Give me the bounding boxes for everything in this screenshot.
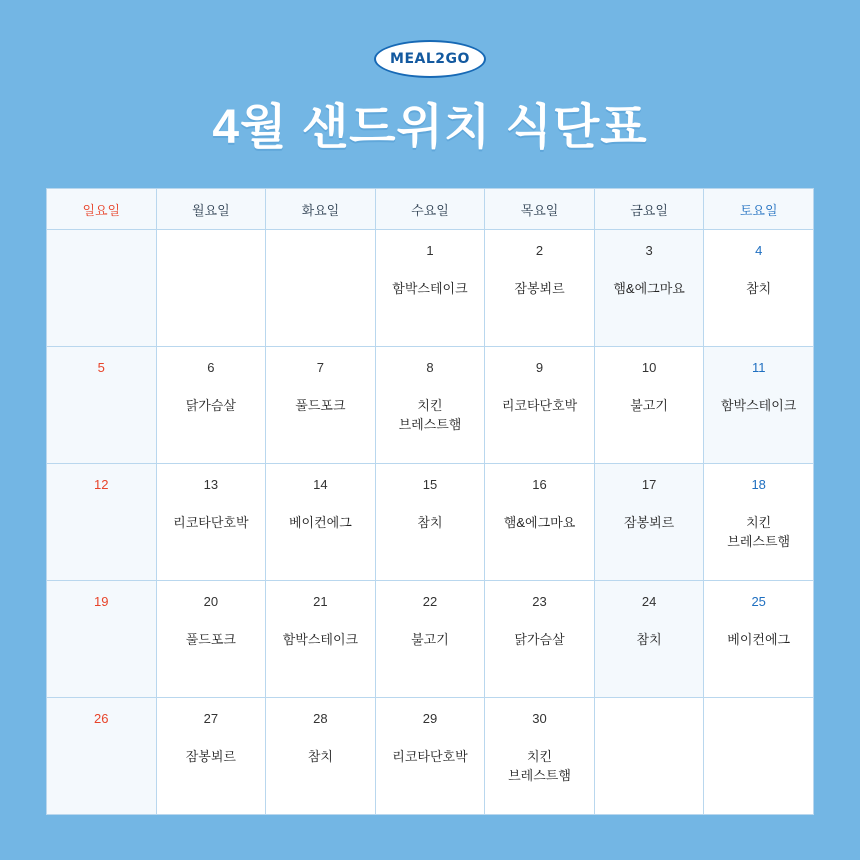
day-number: 17 <box>641 477 657 492</box>
day-cell-content <box>704 347 813 463</box>
day-cell-content <box>47 698 156 814</box>
menu-item <box>626 397 672 416</box>
menu-line-1: 참치 <box>417 515 443 531</box>
calendar-day-cell[interactable] <box>704 698 814 815</box>
menu-item <box>633 631 666 650</box>
menu-line-1: 참치 <box>746 281 772 297</box>
day-cell-content <box>595 581 704 697</box>
day-number: 12 <box>94 477 109 492</box>
menu-item <box>620 514 678 533</box>
menu-item <box>304 748 337 767</box>
calendar-week-row <box>47 347 814 464</box>
menu-item <box>182 397 240 416</box>
calendar-day-cell[interactable] <box>704 464 814 581</box>
day-number: 19 <box>94 594 109 609</box>
menu-line-1: 함박스테이크 <box>392 281 468 297</box>
day-number: 1 <box>426 243 434 258</box>
day-cell-content <box>47 230 156 346</box>
menu-item <box>504 748 575 786</box>
calendar-day-cell[interactable] <box>266 581 376 698</box>
menu-item <box>407 631 453 650</box>
calendar-week-row <box>47 464 814 581</box>
menu-item <box>510 631 568 650</box>
day-number: 14 <box>313 477 328 492</box>
menu-line-1: 치킨 <box>746 515 772 531</box>
calendar-day-cell[interactable] <box>375 581 485 698</box>
menu-line-1: 닭가슴살 <box>514 632 565 648</box>
menu-item <box>169 514 252 533</box>
day-number: 16 <box>532 477 547 492</box>
calendar-day-cell[interactable] <box>266 347 376 464</box>
menu-line-1: 잠봉뵈르 <box>623 515 675 531</box>
day-cell-content <box>376 464 485 580</box>
calendar-week-row <box>47 581 814 698</box>
calendar-day-cell[interactable] <box>266 230 376 347</box>
calendar-day-cell[interactable] <box>594 464 704 581</box>
menu-line-1: 잠봉뵈르 <box>185 749 236 765</box>
day-number: 22 <box>422 594 438 609</box>
day-cell-content <box>376 230 485 346</box>
weekday-header-sun: 일요일 <box>47 189 157 230</box>
day-cell-content <box>157 230 266 346</box>
day-cell-content <box>485 347 594 463</box>
day-cell-content <box>485 698 594 814</box>
menu-line-1: 리코타단호박 <box>173 515 249 531</box>
calendar-day-cell[interactable] <box>704 581 814 698</box>
day-number: 6 <box>207 360 215 375</box>
day-cell-content <box>266 347 375 463</box>
menu-line-2: 브레스트햄 <box>398 417 462 433</box>
calendar-day-cell[interactable] <box>704 230 814 347</box>
menu-line-1: 참치 <box>636 632 662 648</box>
day-cell-content <box>704 698 813 814</box>
menu-item <box>413 514 446 533</box>
menu-line-1: 불고기 <box>411 632 449 648</box>
calendar-day-cell[interactable] <box>47 464 157 581</box>
calendar-day-cell[interactable] <box>375 698 485 815</box>
calendar-day-cell[interactable] <box>375 347 485 464</box>
menu-line-1: 베이컨에그 <box>727 632 791 648</box>
day-cell-content <box>376 347 485 463</box>
weekday-header-wed: 수요일 <box>375 189 485 230</box>
menu-item <box>388 280 471 299</box>
menu-item <box>182 631 240 650</box>
day-cell-content <box>266 464 375 580</box>
day-cell-content <box>595 464 704 580</box>
day-number: 4 <box>755 243 763 258</box>
day-number: 26 <box>94 711 109 726</box>
calendar-day-cell[interactable] <box>47 581 157 698</box>
day-cell-content <box>485 464 594 580</box>
calendar-week-row <box>47 698 814 815</box>
calendar-week-row <box>47 230 814 347</box>
calendar-day-cell[interactable] <box>485 347 595 464</box>
menu-line-1: 치킨 <box>417 398 443 414</box>
day-number: 11 <box>751 360 766 375</box>
day-cell-content <box>595 698 704 814</box>
logo-oval-badge-icon <box>374 40 486 78</box>
day-number: 10 <box>641 360 657 375</box>
day-number: 25 <box>751 594 766 609</box>
calendar-day-cell[interactable] <box>594 347 704 464</box>
menu-item <box>500 514 579 533</box>
menu-line-1: 함박스테이크 <box>721 398 797 414</box>
weekday-header-tue: 화요일 <box>266 189 376 230</box>
menu-item <box>279 631 362 650</box>
day-cell-content <box>157 581 266 697</box>
day-cell-content <box>704 581 813 697</box>
calendar-day-cell[interactable] <box>594 698 704 815</box>
day-cell-content <box>47 464 156 580</box>
menu-item <box>723 631 794 650</box>
menu-line-1: 햄&에그마요 <box>503 515 576 531</box>
day-cell-content <box>595 347 704 463</box>
menu-item <box>182 748 240 767</box>
day-cell-content <box>47 581 156 697</box>
calendar-day-cell[interactable] <box>156 698 266 815</box>
weekday-header-thu: 목요일 <box>485 189 595 230</box>
calendar-day-cell[interactable] <box>375 230 485 347</box>
calendar-day-cell[interactable] <box>266 464 376 581</box>
calendar-day-cell[interactable] <box>485 581 595 698</box>
day-number: 7 <box>316 360 325 375</box>
day-number: 3 <box>645 243 653 258</box>
menu-line-1: 닭가슴살 <box>185 398 236 414</box>
day-cell-content <box>266 698 375 814</box>
calendar-day-cell[interactable] <box>375 464 485 581</box>
calendar-day-cell[interactable] <box>47 347 157 464</box>
menu-item <box>498 397 581 416</box>
weekday-header-fri: 금요일 <box>594 189 704 230</box>
brand-logo <box>374 40 486 78</box>
calendar-day-cell[interactable] <box>485 230 595 347</box>
menu-item <box>285 514 356 533</box>
menu-line-1: 베이컨에그 <box>289 515 352 531</box>
menu-line-2: 브레스트햄 <box>508 768 571 784</box>
day-number: 28 <box>313 711 328 726</box>
calendar-day-cell[interactable] <box>156 464 266 581</box>
day-number: 8 <box>426 360 434 375</box>
logo-text: MEAL2GO <box>390 51 470 67</box>
menu-line-1: 풀드포크 <box>295 398 346 414</box>
weekday-header-mon: 월요일 <box>156 189 266 230</box>
calendar-day-cell[interactable] <box>704 347 814 464</box>
menu-line-1: 리코타단호박 <box>392 749 468 765</box>
menu-line-1: 햄&에그마요 <box>613 281 685 297</box>
calendar-day-cell[interactable] <box>485 464 595 581</box>
day-cell-content <box>485 581 594 697</box>
menu-line-1: 풀드포크 <box>185 632 236 648</box>
day-number: 24 <box>641 594 657 609</box>
menu-item <box>609 280 688 299</box>
calendar-header-row <box>47 189 814 230</box>
page-title: 4월 샌드위치 식단표 <box>212 101 648 154</box>
day-cell-content <box>704 230 813 346</box>
weekday-header-sat: 토요일 <box>704 189 814 230</box>
menu-line-1: 함박스테이크 <box>282 632 359 648</box>
calendar-day-cell[interactable] <box>156 581 266 698</box>
day-number: 27 <box>203 711 219 726</box>
day-number: 23 <box>532 594 547 609</box>
menu-item <box>291 397 349 416</box>
day-number: 30 <box>532 711 547 726</box>
day-cell-content <box>157 464 266 580</box>
day-cell-content <box>266 230 375 346</box>
day-cell-content <box>157 698 266 814</box>
day-number: 13 <box>203 477 219 492</box>
calendar-day-cell[interactable] <box>485 698 595 815</box>
day-cell-content <box>266 581 375 697</box>
calendar-day-cell[interactable] <box>156 347 266 464</box>
menu-line-1: 치킨 <box>526 749 553 765</box>
menu-item <box>723 514 794 552</box>
day-number: 18 <box>751 477 766 492</box>
day-number: 21 <box>313 594 328 609</box>
day-number: 15 <box>422 477 438 492</box>
calendar-day-cell[interactable] <box>266 698 376 815</box>
calendar-day-cell[interactable] <box>594 230 704 347</box>
day-cell-content <box>47 347 156 463</box>
menu-item <box>388 748 471 767</box>
calendar-day-cell[interactable] <box>156 230 266 347</box>
menu-item <box>395 397 466 435</box>
day-number: 5 <box>97 360 105 375</box>
calendar-day-cell[interactable] <box>47 230 157 347</box>
menu-line-2: 브레스트햄 <box>727 534 791 550</box>
menu-line-1: 리코타단호박 <box>501 398 578 414</box>
day-cell-content <box>485 230 594 346</box>
menu-line-1: 불고기 <box>630 398 668 414</box>
day-cell-content <box>376 698 485 814</box>
menu-item <box>717 397 800 416</box>
day-number: 9 <box>535 360 544 375</box>
menu-line-1: 참치 <box>307 749 333 765</box>
day-cell-content <box>595 230 704 346</box>
menu-item <box>510 280 568 299</box>
day-cell-content <box>704 464 813 580</box>
day-cell-content <box>157 347 266 463</box>
day-cell-content <box>376 581 485 697</box>
calendar-day-cell[interactable] <box>47 698 157 815</box>
day-number: 20 <box>203 594 219 609</box>
menu-item <box>742 280 775 299</box>
day-number: 29 <box>422 711 438 726</box>
calendar-body <box>47 230 814 815</box>
day-number: 2 <box>535 243 544 258</box>
menu-line-1: 잠봉뵈르 <box>514 281 565 297</box>
calendar-day-cell[interactable] <box>594 581 704 698</box>
meal-calendar-table <box>46 188 814 815</box>
